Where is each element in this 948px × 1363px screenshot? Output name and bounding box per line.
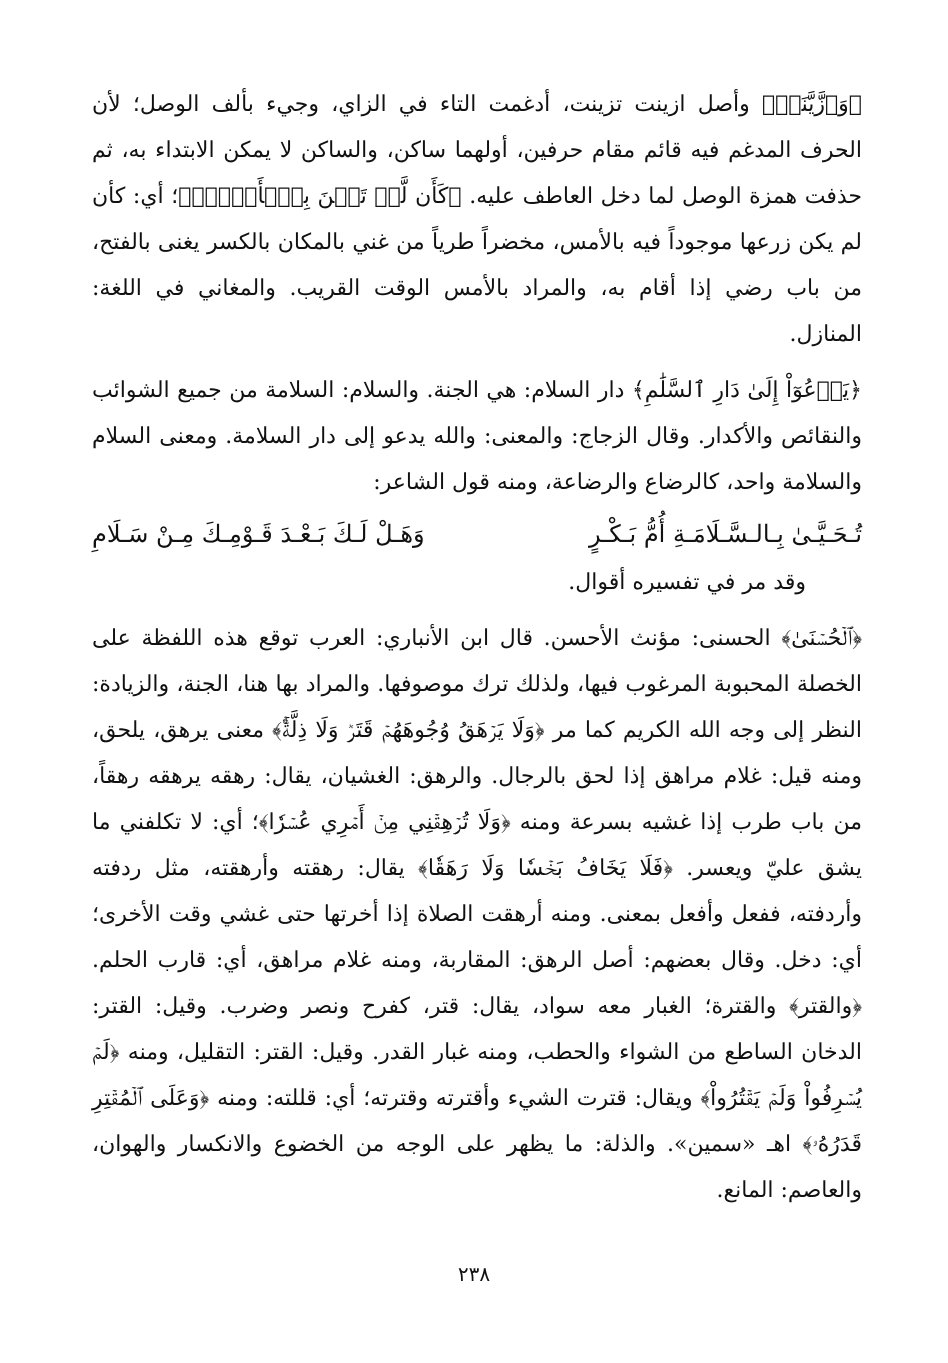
main-text-block — [92, 82, 862, 1214]
after-verse-line: وقد مر في تفسيره أقوال. — [568, 570, 806, 595]
verse-second-hemistich: وَهَـلْ لَـكَ بَـعْـدَ قَـوْمِـكَ مِـنْ سَـلَامِ — [92, 520, 425, 548]
verse-first-hemistich: تُـحَـيَّـىٰ بِـالـسَّـلَامَـةِ أُمُّ بَـكْـرٍ — [588, 520, 862, 548]
paragraph-1: ﴿وَٱزَّيَّنَتۡ﴾ وأصل ازينت تزينت، أدغمت التاء في الزاي، وجيء بألف الوصل؛ لأن الحرف المدغم فيه قائم مقام حرفين، أولهما ساكن، والساكن لا يمكن الابتداء به، ثم حذفت همزة الوصل لما دخل العاطف عليه. ﴿كَأَن لَّمۡ تَغۡنَ بِٱلۡأَمۡسِۚ﴾؛ أي: كأن لم يكن زرعها موجوداً فيه بالأمس، مخضراً طرياً من غني بالمكان بالكسر يغنى بالفتح، من باب رضي إذا أقام به، والمراد بالأمس الوقت القريب. والمغاني في اللغة: المنازل. — [92, 92, 862, 347]
page-number: ٢٣٨ — [457, 1262, 491, 1286]
paragraph-3: ﴿ٱلۡحُسۡنَىٰ﴾ الحسنى: مؤنث الأحسن. قال ابن الأنباري: العرب توقع هذه اللفظة على الخصلة المحبوبة المرغوب فيها، ولذلك ترك موصوفها. والمراد بها هنا، الجنة، والزيادة: النظر إلى وجه الله الكريم كما مر ﴿وَلَا يَرۡهَقُ وُجُوهَهُمۡ قَتَرٞ وَلَا ذِلَّةٌۚ﴾ معنى يرهق، يلحق، ومنه قيل: غلام مراهق إذا لحق بالرجال. والرهق: الغشيان، يقال: رهقه يرهقه رهقاً، من باب طرب إذا غشيه بسرعة ومنه ﴿وَلَا تُرۡهِقۡنِي مِنۡ أَمۡرِي عُسۡرٗا﴾؛ أي: لا تكلفني ما يشق عليّ ويعسر. ﴿فَلَا يَخَافُ بَخۡسٗا وَلَا رَهَقٗا﴾ يقال: رهقته وأرهقته، مثل ردفته وأردفته، ففعل وأفعل بمعنى. ومنه أرهقت الصلاة إذا أخرتها حتى غشي وقت الأخرى؛ أي: دخل. وقال بعضهم: أصل الرهق: المقاربة، ومنه غلام مراهق، أي: قارب الحلم. ﴿والقتر﴾ والقترة؛ الغبار معه سواد، يقال: قتر، كفرح ونصر وضرب. وقيل: القتر: الدخان الساطع من الشواء والحطب، ومنه غبار القدر. وقيل: القتر: التقليل، ومنه ﴿لَمۡ يُسۡرِفُواْ وَلَمۡ يَقۡتُرُواْ﴾ ويقال: قترت الشيء وأقترته وقترته؛ أي: قللته: ومنه ﴿وَعَلَى ٱلۡمُقۡتِرِ قَدَرُهُۥ﴾ اهـ «سمين». والذلة: ما يظهر على الوجه من الخضوع والانكسار والهوان، والعاصم: المانع. — [92, 626, 862, 1203]
paragraph-2: ﴿يَدۡعُوٓاْ إِلَىٰ دَارِ ٱلسَّلَٰمِ﴾ دار السلام: هي الجنة. والسلام: السلامة من جميع الشوائب والنقائص والأكدار. وقال الزجاج: والمعنى: والله يدعو إلى دار السلامة. ومعنى السلام والسلامة واحد، كالرضاع والرضاعة، ومنه قول الشاعر: — [92, 378, 862, 495]
poetry-verse — [92, 508, 862, 560]
paragraph-gap — [92, 358, 862, 368]
paragraph-gap — [92, 606, 862, 616]
